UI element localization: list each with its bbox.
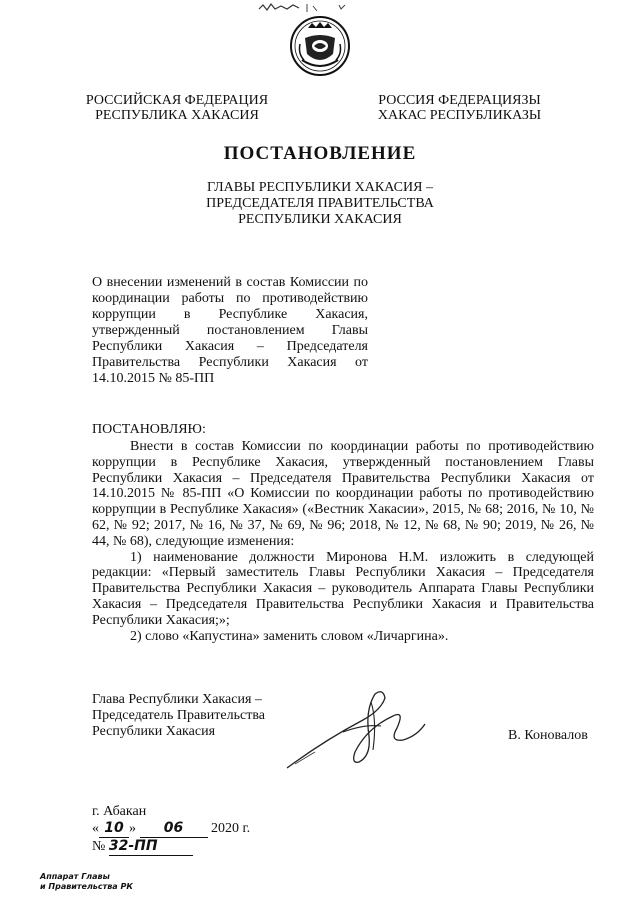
date-close-quote: » bbox=[129, 821, 136, 836]
date-day: 10 bbox=[104, 820, 124, 836]
signatory-line1: Глава Республики Хакасия – bbox=[92, 692, 262, 707]
signatory-name: В. Коновалов bbox=[508, 728, 588, 743]
document-number: 32-ПП bbox=[108, 838, 158, 854]
document-subject: О внесении изменений в состав Комиссии по координации работы по противодействию коррупции в Республике Хакасия, утвержденный постановлением Главы Республики Хакасия – Председателя Правительства Республики Хакасия от 14.10.2015 № 85-ПП bbox=[92, 275, 368, 386]
date-month: 06 bbox=[163, 820, 184, 836]
number-label: № bbox=[92, 839, 106, 854]
top-scribble-mark bbox=[255, 0, 365, 14]
body-paragraph-1: Внести в состав Комиссии по координации работы по противодействию коррупции в Республике Хакасия, утвержденный постановлением Главы Республики Хакасия – Председателя Правительства Республики Хакасия от 14.10.2015 № 85-ПП «О Комиссии по координации работы по противодействию коррупции в Республике Хакасия» («Вестник Хакасии», 2015, № 68; 2016, № 10, № 62, № 92; 2017, № 16, № 37, № 69, № 96; 2018, № 12, № 68, № 90; 2019, № 26, № 44, № 68), следующие изменения: bbox=[92, 439, 594, 549]
coat-of-arms-emblem bbox=[288, 14, 352, 78]
document-body bbox=[92, 439, 594, 644]
subtitle-line2: ПРЕДСЕДАТЕЛЯ ПРАВИТЕЛЬСТВА bbox=[206, 196, 434, 211]
header-right-block bbox=[372, 93, 547, 123]
signatory-line2: Председатель Правительства bbox=[92, 708, 265, 723]
stamp-line1: Аппарат Главы bbox=[40, 872, 110, 881]
stamp-line2: и Правительства РК bbox=[40, 882, 133, 891]
office-stamp bbox=[40, 872, 133, 892]
city: г. Абакан bbox=[92, 804, 147, 819]
header-left-line2: РЕСПУБЛИКА ХАКАСИЯ bbox=[95, 108, 259, 123]
date-line bbox=[92, 820, 250, 838]
handwritten-signature bbox=[285, 680, 445, 775]
number-line bbox=[92, 838, 250, 856]
place-date-block bbox=[92, 803, 250, 856]
document-subtitle bbox=[180, 180, 460, 228]
header-left-block bbox=[82, 93, 272, 123]
date-open-quote: « bbox=[92, 821, 99, 836]
date-year: 2020 г. bbox=[211, 821, 251, 836]
body-paragraph-2: 1) наименование должности Миронова Н.М. изложить в следующей редакции: «Первый заместитель Главы Республики Хакасия – Председателя Правительства Республики Хакасия – руководитель Аппарата Главы Республики Хакасия – Председателя Правительства Республики Хакасия и Правительства Республики Хакасия;»; bbox=[92, 549, 594, 628]
header-left-line1: РОССИЙСКАЯ ФЕДЕРАЦИЯ bbox=[85, 93, 269, 108]
header-right-line2: ХАКАС РЕСПУБЛИКАЗЫ bbox=[377, 108, 542, 123]
body-paragraph-3: 2) слово «Капустина» заменить словом «Личаргина». bbox=[130, 628, 449, 644]
subtitle-line1: ГЛАВЫ РЕСПУБЛИКИ ХАКАСИЯ – bbox=[207, 180, 433, 195]
signatory-title bbox=[92, 692, 312, 740]
decree-heading: ПОСТАНОВЛЯЮ: bbox=[92, 422, 206, 437]
subtitle-line3: РЕСПУБЛИКИ ХАКАСИЯ bbox=[238, 212, 402, 227]
signatory-line3: Республики Хакасия bbox=[92, 724, 216, 739]
document-title: ПОСТАНОВЛЕНИЕ bbox=[223, 143, 417, 164]
header-right-line1: РОССИЯ ФЕДЕРАЦИЯЗЫ bbox=[378, 93, 541, 108]
